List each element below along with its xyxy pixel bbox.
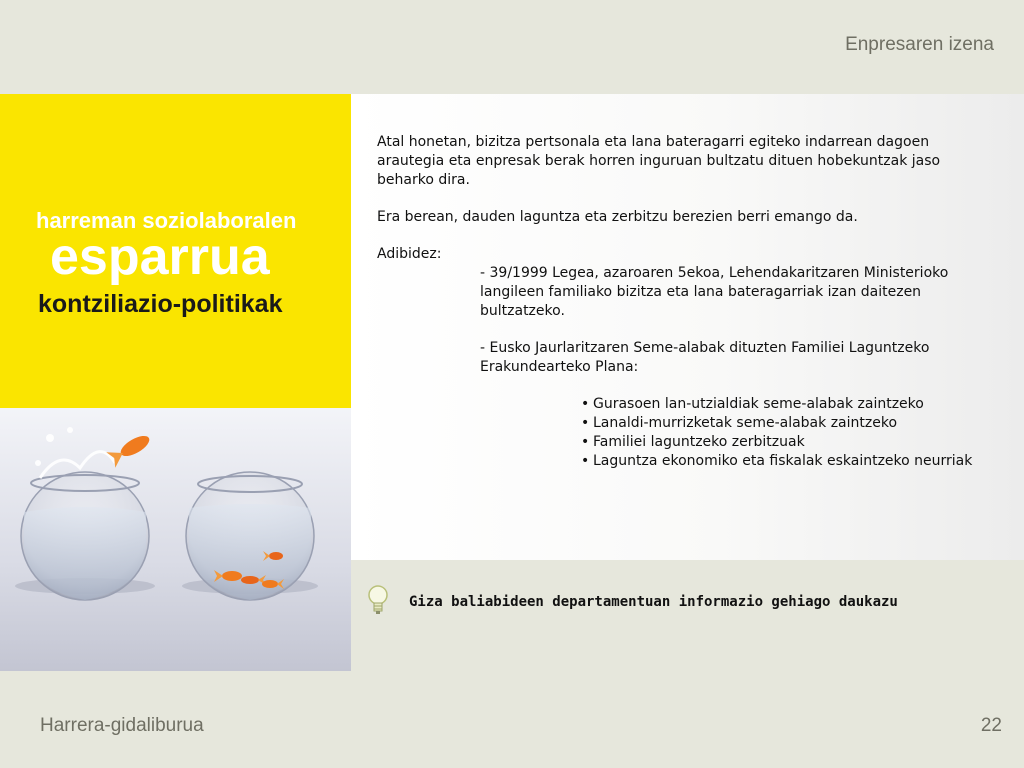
company-name: Enpresaren izena <box>845 34 994 55</box>
bullet-item: • Gurasoen lan-utzialdiak seme-alabak zaintzeko <box>581 395 977 414</box>
bullet-item: • Laguntza ekonomiko eta fiskalak eskaintzeko neurriak <box>581 452 977 471</box>
fishbowl-graphic <box>0 408 351 671</box>
bullet-list <box>377 395 977 471</box>
bullet-item: • Familiei laguntzeko zerbitzuak <box>581 433 977 452</box>
title-line-3: kontziliazio-politikak <box>38 290 283 318</box>
paragraph-2: Era berean, dauden laguntza eta zerbitzu berezien berri emango da. <box>377 209 858 225</box>
info-box <box>351 562 1004 642</box>
title-line-2: esparrua <box>50 228 270 286</box>
example-item-1: - 39/1999 Legea, azaroaren 5ekoa, Lehendakaritzaren Ministerioko langileen familiako bizitza eta lana bateragarriak izan daitezen bultzatzeko. <box>480 265 949 319</box>
example-item-2: - Eusko Jaurlaritzaren Seme-alabak dituzten Familiei Laguntzeko Erakundearteko Plana: <box>480 340 930 375</box>
bullet-item: • Lanaldi-murrizketak seme-alabak zaintzeko <box>581 414 977 433</box>
example-label: Adibidez: <box>377 246 442 262</box>
content-text <box>377 133 977 471</box>
fishbowl-illustration <box>0 408 351 671</box>
lightbulb-icon <box>367 584 389 618</box>
title-panel <box>0 94 351 408</box>
paragraph-1: Atal honetan, bizitza pertsonala eta lana bateragarri egiteko indarrean dagoen arautegia eta enpresak berak horren inguruan bultzatu dituen hobekuntzak jaso beharko dira. <box>377 134 941 188</box>
page-number: 22 <box>980 715 1002 736</box>
footer-title: Harrera-gidaliburua <box>40 715 204 736</box>
info-text: Giza baliabideen departamentuan informazio gehiago daukazu <box>409 594 898 610</box>
title-line-1: harreman soziolaboralen <box>36 208 297 233</box>
